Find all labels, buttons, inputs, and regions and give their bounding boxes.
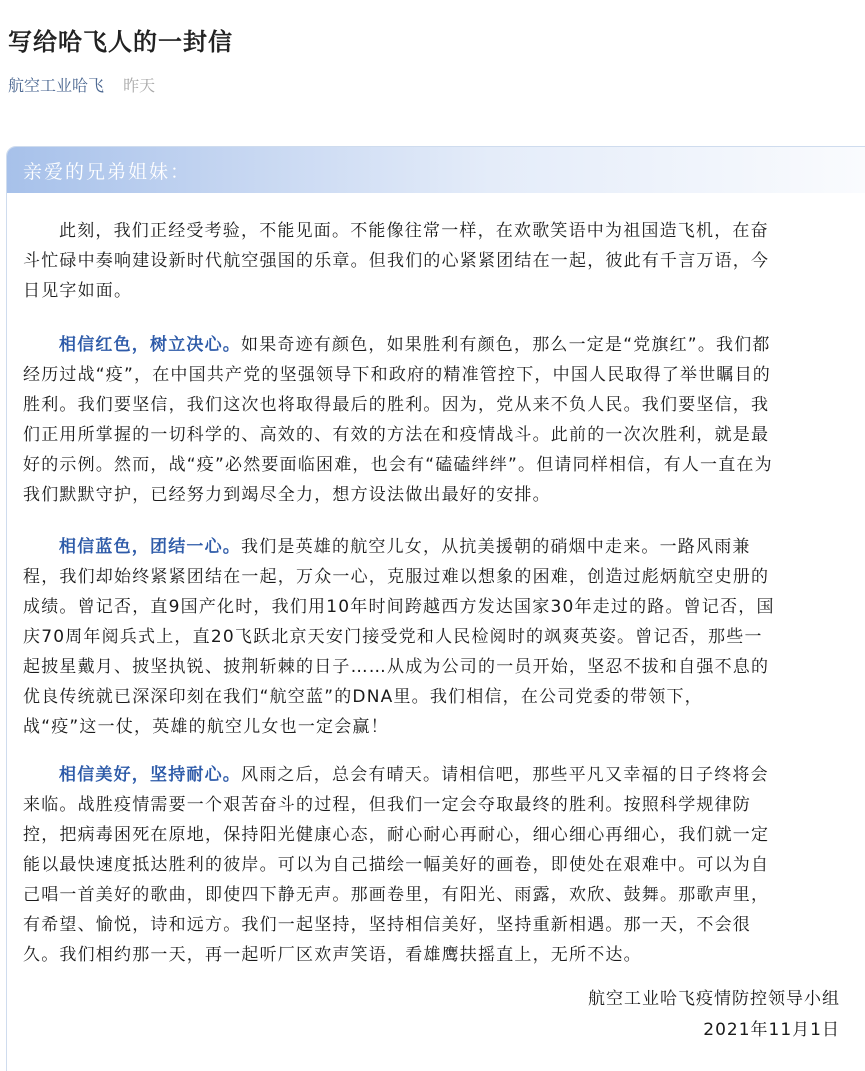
paragraph-lead: 相信红色，树立决心。 xyxy=(59,335,241,355)
account-name-link[interactable]: 航空工业哈飞 xyxy=(8,76,105,95)
paragraph-line: 优良传统就已深深印刻在我们“航空蓝”的DNA里。我们相信，在公司党委的带领下， xyxy=(23,687,703,707)
paragraph-line: 此刻，我们正经受考验，不能见面。不能像往常一样，在欢歌笑语中为祖国造飞机，在奋 xyxy=(59,221,769,241)
paragraph-line-text: 我们是英雄的航空儿女，从抗美援朝的硝烟中走来。一路风雨兼 xyxy=(241,537,751,557)
paragraph-lead: 相信美好，坚持耐心。 xyxy=(59,765,241,785)
paragraph-line: 己唱一首美好的歌曲，即使四下静无声。那画卷里，有阳光、雨露，欢欣、鼓舞。那歌声里， xyxy=(23,885,770,905)
salutation-banner xyxy=(7,147,865,193)
paragraph-line: 久。我们相约那一天，再一起听厂区欢声笑语，看雄鹰扶摇直上，无所不达。 xyxy=(23,945,642,965)
paragraph-line: 起披星戴月、披坚执锐、披荆斩棘的日子……从成为公司的一员开始，坚忍不拔和自强不息的 xyxy=(23,657,770,677)
publish-time: 昨天 xyxy=(123,76,156,95)
paragraph-line xyxy=(23,760,865,790)
letter-paragraph-hope xyxy=(23,760,865,970)
paragraph-line: 庆70周年阅兵式上，直20飞跃北京天安门接受党和人民检阅时的飒爽英姿。曾记否，那些一 xyxy=(23,627,763,647)
paragraph-line: 胜利。我们要坚信，我们这次也将取得最后的胜利。因为，党从来不负人民。我们要坚信，我 xyxy=(23,395,770,415)
paragraph-line-text: 风雨之后，总会有晴天。请相信吧，那些平凡又幸福的日子终将会 xyxy=(241,765,769,785)
paragraph-line: 有希望、愉悦，诗和远方。我们一起坚持，坚持相信美好，坚持重新相遇。那一天，不会很 xyxy=(23,915,751,935)
paragraph-line: 日见字如面。 xyxy=(23,281,133,301)
paragraph-line: 程，我们却始终紧紧团结在一起，万众一心，克服过难以想象的困难，创造过彪炳航空史册的 xyxy=(23,567,770,587)
paragraph-line xyxy=(23,330,865,360)
paragraph-line: 好的示例。然而，战“疫”必然要面临困难，也会有“磕磕绊绊”。但请同样相信，有人一直在为 xyxy=(23,455,773,475)
paragraph-line: 斗忙碌中奏响建设新时代航空强国的乐章。但我们的心紧紧团结在一起，彼此有千言万语，今 xyxy=(23,251,770,271)
paragraph-line: 控，把病毒困死在原地，保持阳光健康心态，耐心耐心再耐心，细心细心再细心，我们就一定 xyxy=(23,825,770,845)
letter-paragraph-intro xyxy=(23,216,865,306)
paragraph-line: 能以最快速度抵达胜利的彼岸。可以为自己描绘一幅美好的画卷，即使处在艰难中。可以为自 xyxy=(23,855,770,875)
paragraph-line: 成绩。曾记否，直9国产化时，我们用10年时间跨越西方发达国家30年走过的路。曾记否，国 xyxy=(23,597,775,617)
paragraph-line: 战“疫”这一仗，英雄的航空儿女也一定会赢！ xyxy=(23,717,389,737)
paragraph-line: 我们默默守护，已经努力到竭尽全力，想方设法做出最好的安排。 xyxy=(23,485,551,505)
letter-paragraph-blue xyxy=(23,532,865,742)
paragraph-line xyxy=(23,532,865,562)
letter-paragraph-red xyxy=(23,330,865,510)
paragraph-line: 们正用所掌握的一切科学的、高效的、有效的方法在和疫情战斗。此前的一次次胜利，就是最 xyxy=(23,425,770,445)
signature-org: 航空工业哈飞疫情防控领导小组 xyxy=(588,989,840,1009)
paragraph-line-text: 如果奇迹有颜色，如果胜利有颜色，那么一定是“党旗红”。我们都 xyxy=(241,335,771,355)
paragraph-line: 经历过战“疫”，在中国共产党的坚强领导下和政府的精准管控下，中国人民取得了举世瞩目的 xyxy=(23,365,772,385)
article-title: 写给哈飞人的一封信 xyxy=(8,28,233,56)
paragraph-lead: 相信蓝色，团结一心。 xyxy=(59,537,241,557)
article-meta xyxy=(8,73,155,96)
paragraph-line: 来临。战胜疫情需要一个艰苦奋斗的过程，但我们一定会夺取最终的胜利。按照科学规律防 xyxy=(23,795,751,815)
salutation-text: 亲爱的兄弟姐妹： xyxy=(23,161,192,183)
signature-date: 2021年11月1日 xyxy=(703,1020,840,1040)
